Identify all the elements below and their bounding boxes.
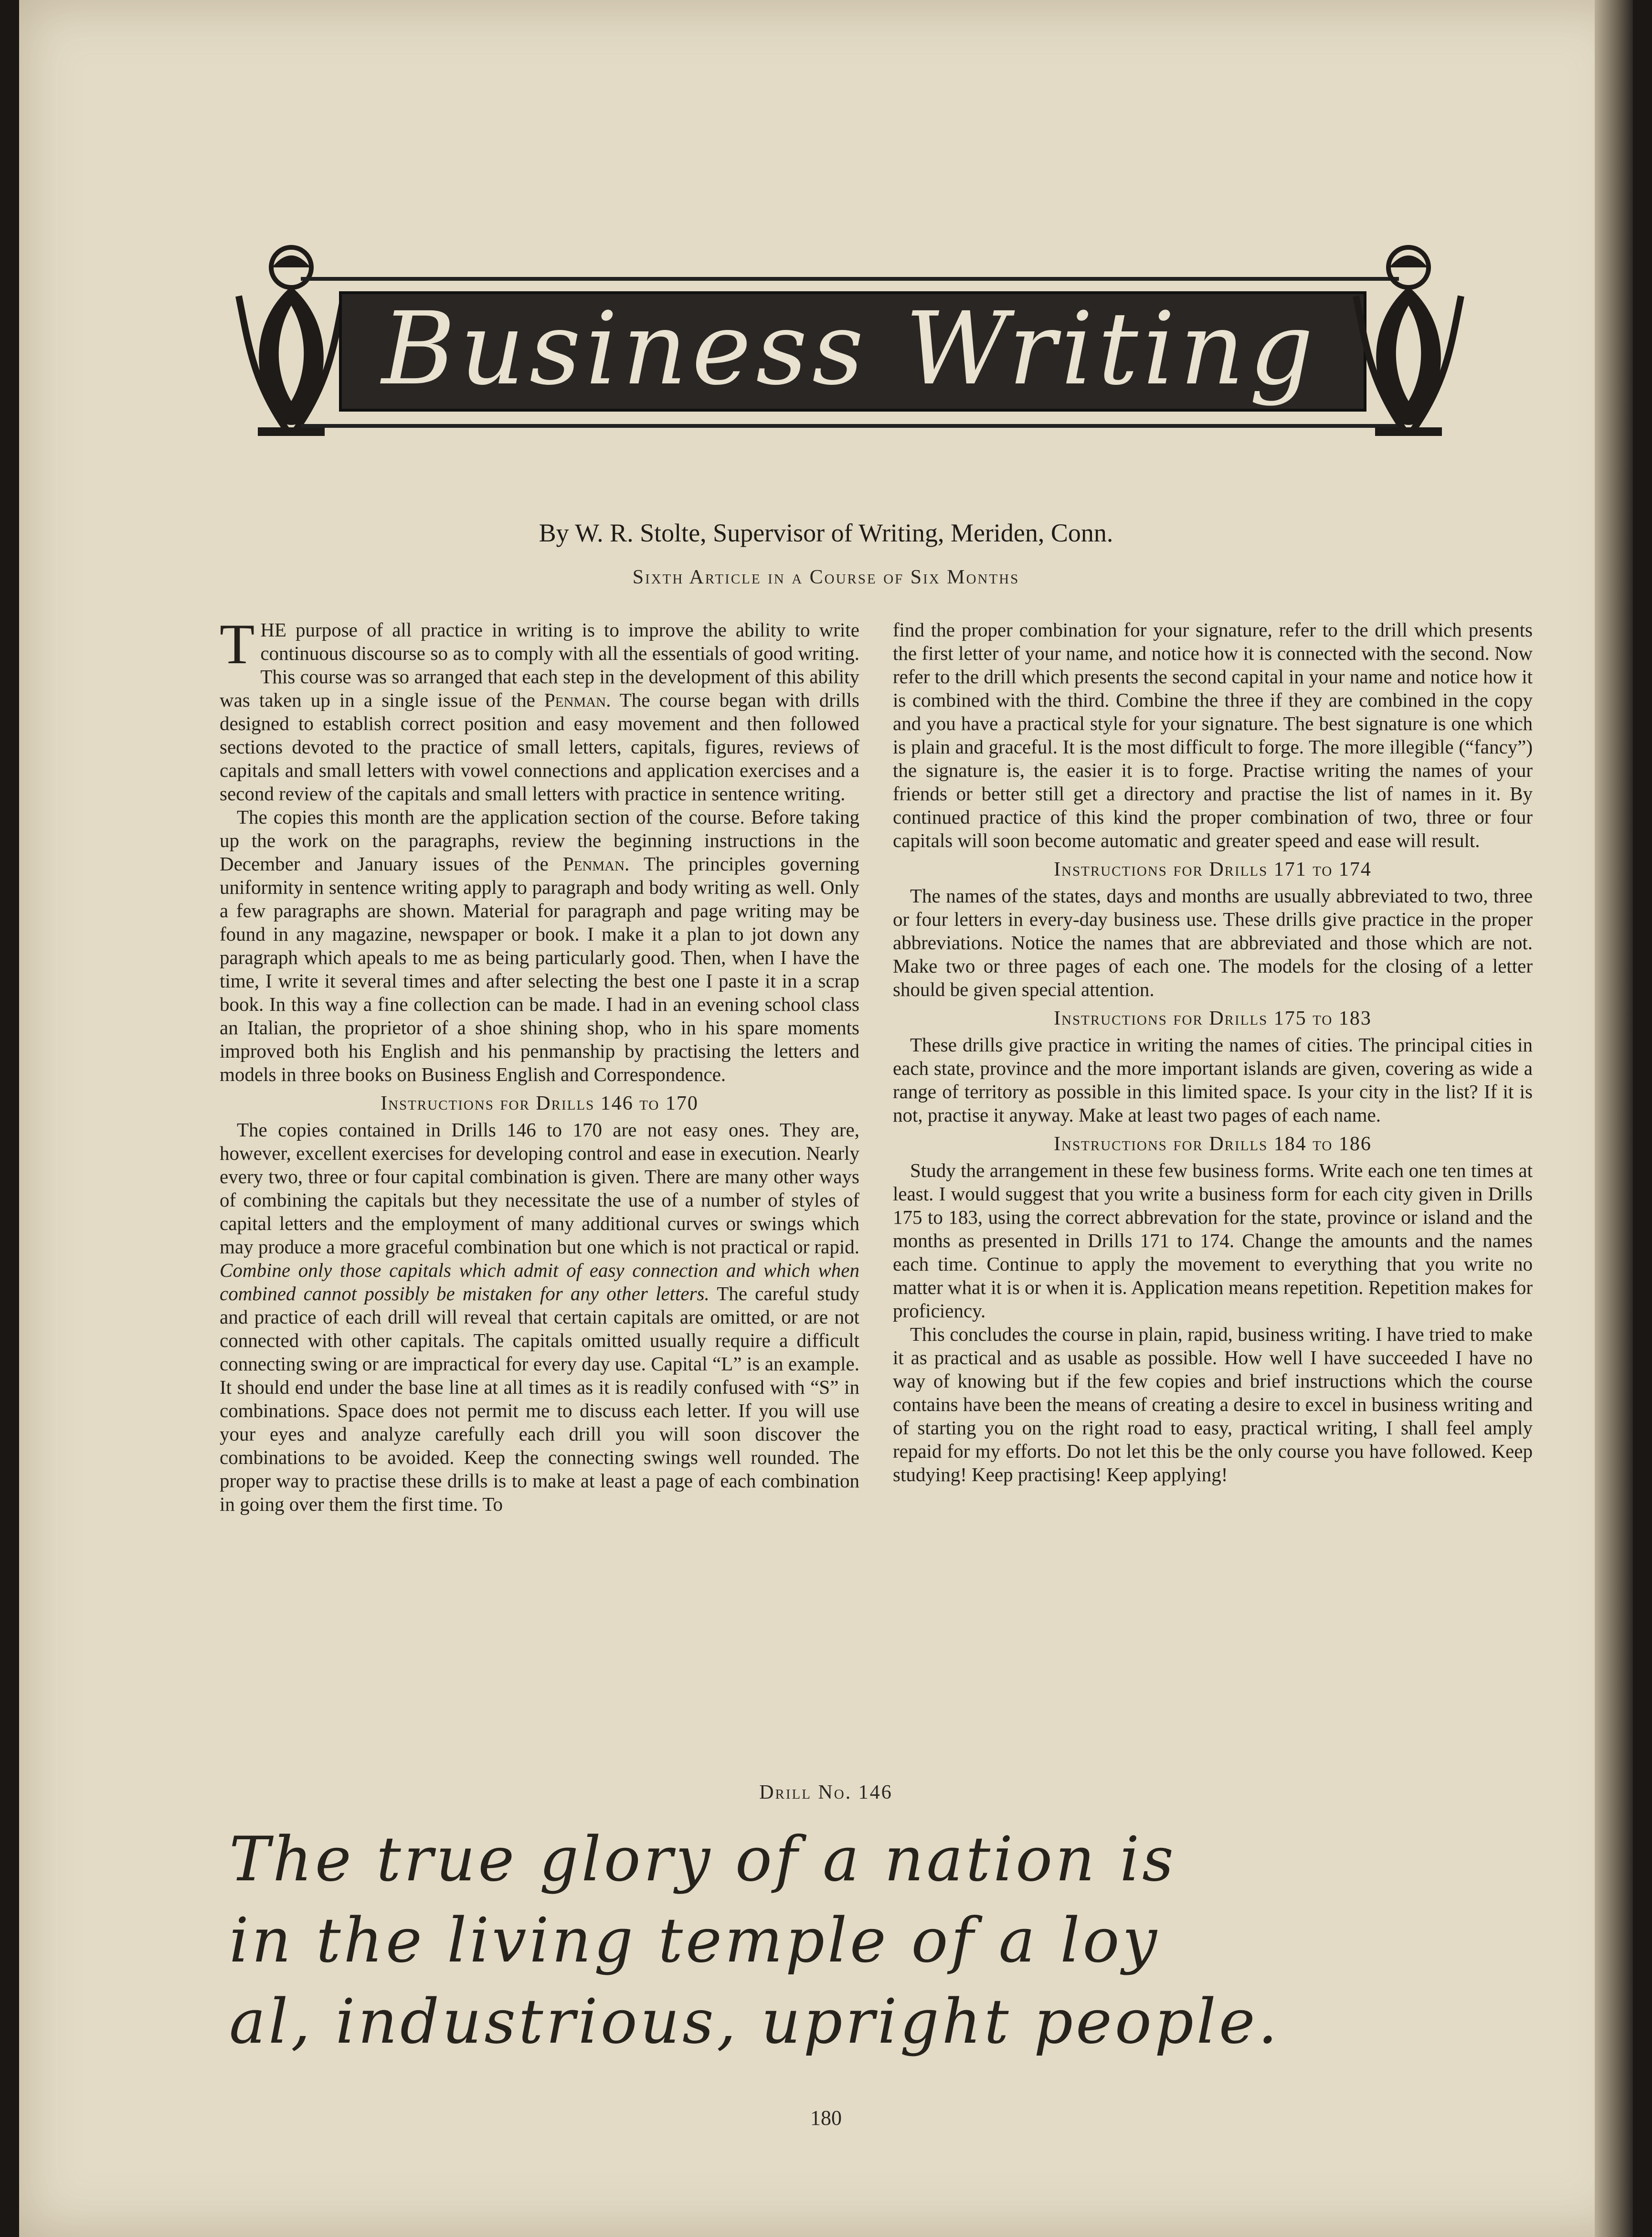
banner-title: Business Writing (381, 290, 1318, 407)
section-heading: Instructions for Drills 184 to 186 (1054, 1133, 1372, 1155)
paragraph: The names of the states, days and months are usually abbreviated to two, three or four letters in every-day business use. These drills give practice in the proper abbreviations. Notice the names that are abbreviated and those which are not. Make two or three pages of each one. The models for the closing of a letter should be given special attention. (893, 885, 1533, 1000)
text-run: The careful study and practice of each drill will reveal that certain capitals are omitted, or are not connected with other capitals. The capitals omitted usually require a difficult connecting swing or are impractical for every day use. Capital “L” is an example. It should end under the base line at all times as it is readily confused with “S” in combinations. Space does not permit me to discuss each letter. If you will use your eyes and analyze carefully each drill you will soon discover the combinations to be avoided. Keep the connecting swings well rounded. The proper way to practise these drills is to make at least a page of each combination in going over them the first time. To (220, 1283, 859, 1515)
page-number: 180 (810, 2106, 842, 2130)
script-line-1: The true glory of a nation is (229, 1824, 1176, 1895)
paragraph: Study the arrangement in these few business forms. Write each one ten times at least. I would suggest that you write a business form for each city given in Drills 175 to 183, using the correct abbrevation for the state, province or island and the months as presented in Drills 171 to 174. Change the amounts and the names each time. Continue to apply the movement to everything that you write no matter what it is or when it is. Application means repetition. Repetition makes for proficiency. (893, 1159, 1533, 1322)
drop-cap: T (220, 612, 255, 676)
emphasis-text: Combine only those capitals which admit of easy connection and which when combined cannot possibly be mistaken for any other letters. (220, 1259, 859, 1304)
penman-name: Penman (562, 853, 625, 875)
text-run: The copies contained in Drills 146 to 170 are not easy ones. They are, however, excellent exercises for developing control and ease in execution. Nearly every two, three or four capital combination is given. There are many other ways of combining the capitals but they necessitate the use of a number of styles of capital letters and the employment of many additional curves or swings which may produce a more graceful combination but one which is not practical or rapid. (220, 1119, 859, 1258)
script-line-2: in the living temple of a loy (229, 1905, 1160, 1976)
article-subtitle: Sixth Article in a Course of Six Months (632, 566, 1020, 588)
book-spine-shadow (1595, 0, 1633, 2237)
paragraph (220, 1118, 859, 1516)
paragraph (220, 612, 859, 806)
left-column (220, 612, 859, 1516)
paragraph: These drills give practice in writing the names of cities. The principal cities in each state, province and the more important islands are given, covering as wide a range of territory as possible in this limited space. Is your city in the list? If it is not, practise it anyway. Make at least two pages of each name. (893, 1034, 1533, 1126)
text-run: . The principles governing uniformity in sentence writing apply to paragraph and body writing as well. Only a few paragraphs are shown. Material for paragraph and page writing may be found in any magazine, newspaper or book. I make it a plan to jot down any paragraph which apeals to me as being particularly good. Then, when I have the time, I write it several times and after selecting the best one I paste it in a scrap book. In this way a fine collection can be made. I had in an evening school class an Italian, the proprietor of a shoe shining shop, who in his spare moments improved both his English and his penmanship by practising the letters and models in three books on Business English and Correspondence. (220, 853, 859, 1085)
section-heading: Instructions for Drills 146 to 170 (381, 1092, 699, 1114)
penman-name: Penman (544, 689, 606, 711)
text-run: The copies this month are the application section of the course. Before taking up the work on the paragraphs, review the beginning instructions in the December and January issues of the (220, 806, 859, 875)
art-nouveau-ornament-right (1346, 239, 1471, 439)
script-line-3: al, industrious, upright people. (229, 1986, 1281, 2057)
text-run: . The course began with drills designed to establish correct position and easy movement and then followed sections devoted to the practice of small letters, capitals, figures, reviews of capitals and small letters with vowel connections and application exercises and a second review of the capitals and small letters with practice in sentence writing. (220, 689, 859, 805)
paragraph: This concludes the course in plain, rapid, business writing. I have tried to make it as practical and as usable as possible. How well I have succeeded I have no way of knowing but if the few copies and brief instructions which the course contains have been the means of creating a desire to excel in business writing and of starting you on the right road to easy, practical writing, I shall feel amply repaid for my efforts. Do not let this be the only course you have followed. Keep studying! Keep practising! Keep applying! (893, 1323, 1533, 1485)
byline: By W. R. Stolte, Supervisor of Writing, Meriden, Conn. (539, 519, 1113, 547)
paragraph: find the proper combination for your signature, refer to the drill which presents the first letter of your name, and notice how it is connected with the second. Now refer to the drill which presents the second capital in your name and notice how it is combined with the third. Combine the three if they are combined in the copy and you have a practical style for your signature. The best signature is one which is plain and graceful. It is the most difficult to forge. The more illegible (“fancy”) the signature is, the easier it is to forge. Practise writing the names of your friends or better still get a directory and practise the list of names in it. By continued practice of this kind the proper combination of two, three or four capitals will soon become automatic and greater speed and ease will result. (893, 619, 1533, 851)
section-heading: Instructions for Drills 171 to 174 (1054, 859, 1372, 880)
section-heading: Instructions for Drills 175 to 183 (1054, 1007, 1372, 1029)
drill-title: Drill No. 146 (759, 1781, 893, 1803)
title-banner (229, 239, 1471, 439)
paragraph (220, 806, 859, 1086)
right-column (893, 618, 1533, 1486)
text-run: HE purpose of all practice in writing is to improve the ability to write continuous discourse so as to comply with all the essentials of good writing. This course was so arranged that each step in the development of this ability was taken up in a single issue of the (220, 619, 859, 711)
magazine-page (19, 0, 1633, 2237)
